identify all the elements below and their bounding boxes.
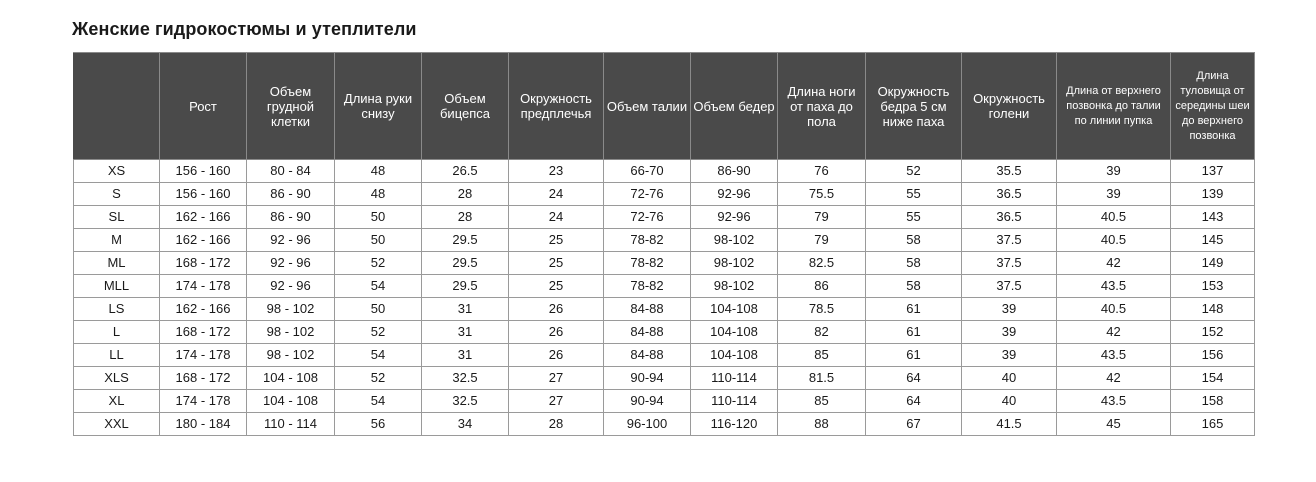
cell-chest: 104 - 108 <box>247 390 335 413</box>
cell-height: 162 - 166 <box>160 229 247 252</box>
cell-torso-length: 152 <box>1171 321 1255 344</box>
cell-torso-length: 149 <box>1171 252 1255 275</box>
cell-thigh: 58 <box>866 229 962 252</box>
cell-hips: 110-114 <box>691 367 778 390</box>
cell-size: XLS <box>74 367 160 390</box>
cell-thigh: 58 <box>866 252 962 275</box>
cell-back-to-waist: 43.5 <box>1057 390 1171 413</box>
cell-thigh: 61 <box>866 298 962 321</box>
cell-leg-length: 85 <box>778 344 866 367</box>
cell-chest: 98 - 102 <box>247 298 335 321</box>
cell-leg-length: 81.5 <box>778 367 866 390</box>
cell-leg-length: 78.5 <box>778 298 866 321</box>
cell-thigh: 61 <box>866 321 962 344</box>
cell-waist: 90-94 <box>604 390 691 413</box>
cell-chest: 86 - 90 <box>247 183 335 206</box>
cell-chest: 98 - 102 <box>247 321 335 344</box>
cell-arm-length: 50 <box>335 229 422 252</box>
size-chart-table <box>73 52 1255 436</box>
cell-chest: 110 - 114 <box>247 413 335 436</box>
cell-back-to-waist: 40.5 <box>1057 206 1171 229</box>
cell-torso-length: 154 <box>1171 367 1255 390</box>
cell-thigh: 55 <box>866 183 962 206</box>
cell-thigh: 61 <box>866 344 962 367</box>
cell-chest: 86 - 90 <box>247 206 335 229</box>
cell-leg-length: 76 <box>778 160 866 183</box>
table-row <box>74 298 1255 321</box>
cell-back-to-waist: 43.5 <box>1057 344 1171 367</box>
cell-thigh: 52 <box>866 160 962 183</box>
cell-calf: 35.5 <box>962 160 1057 183</box>
header-size <box>74 53 160 160</box>
header-thigh: Окружность бедра 5 см ниже паха <box>866 53 962 160</box>
cell-calf: 41.5 <box>962 413 1057 436</box>
cell-thigh: 64 <box>866 390 962 413</box>
cell-forearm: 27 <box>509 367 604 390</box>
cell-size: XXL <box>74 413 160 436</box>
cell-back-to-waist: 40.5 <box>1057 298 1171 321</box>
cell-forearm: 25 <box>509 229 604 252</box>
cell-arm-length: 48 <box>335 160 422 183</box>
cell-arm-length: 54 <box>335 390 422 413</box>
cell-chest: 92 - 96 <box>247 275 335 298</box>
cell-waist: 84-88 <box>604 298 691 321</box>
cell-biceps: 31 <box>422 344 509 367</box>
cell-size: S <box>74 183 160 206</box>
cell-leg-length: 85 <box>778 390 866 413</box>
cell-forearm: 26 <box>509 298 604 321</box>
cell-waist: 96-100 <box>604 413 691 436</box>
cell-biceps: 29.5 <box>422 252 509 275</box>
cell-thigh: 55 <box>866 206 962 229</box>
cell-biceps: 32.5 <box>422 367 509 390</box>
cell-thigh: 67 <box>866 413 962 436</box>
cell-back-to-waist: 42 <box>1057 252 1171 275</box>
cell-calf: 36.5 <box>962 206 1057 229</box>
cell-torso-length: 158 <box>1171 390 1255 413</box>
cell-height: 168 - 172 <box>160 321 247 344</box>
cell-biceps: 26.5 <box>422 160 509 183</box>
cell-biceps: 31 <box>422 298 509 321</box>
table-row <box>74 390 1255 413</box>
cell-leg-length: 79 <box>778 206 866 229</box>
header-forearm: Окружность предплечья <box>509 53 604 160</box>
cell-forearm: 27 <box>509 390 604 413</box>
cell-hips: 98-102 <box>691 229 778 252</box>
cell-hips: 86-90 <box>691 160 778 183</box>
cell-size: XS <box>74 160 160 183</box>
cell-height: 168 - 172 <box>160 367 247 390</box>
cell-hips: 98-102 <box>691 275 778 298</box>
cell-arm-length: 54 <box>335 275 422 298</box>
cell-biceps: 29.5 <box>422 275 509 298</box>
cell-forearm: 25 <box>509 275 604 298</box>
table-header-row <box>74 53 1255 160</box>
cell-torso-length: 165 <box>1171 413 1255 436</box>
cell-biceps: 29.5 <box>422 229 509 252</box>
cell-height: 162 - 166 <box>160 206 247 229</box>
cell-height: 174 - 178 <box>160 344 247 367</box>
cell-back-to-waist: 42 <box>1057 321 1171 344</box>
cell-height: 156 - 160 <box>160 183 247 206</box>
cell-hips: 92-96 <box>691 206 778 229</box>
table-row <box>74 183 1255 206</box>
cell-forearm: 26 <box>509 321 604 344</box>
cell-height: 156 - 160 <box>160 160 247 183</box>
cell-calf: 37.5 <box>962 252 1057 275</box>
cell-forearm: 23 <box>509 160 604 183</box>
cell-height: 168 - 172 <box>160 252 247 275</box>
cell-thigh: 58 <box>866 275 962 298</box>
cell-hips: 110-114 <box>691 390 778 413</box>
header-torso-length: Длина туловища от середины шеи до верхнего позвонка <box>1171 53 1255 160</box>
cell-calf: 39 <box>962 298 1057 321</box>
cell-size: ML <box>74 252 160 275</box>
cell-chest: 98 - 102 <box>247 344 335 367</box>
cell-forearm: 26 <box>509 344 604 367</box>
table-row <box>74 344 1255 367</box>
cell-calf: 39 <box>962 321 1057 344</box>
cell-waist: 72-76 <box>604 183 691 206</box>
cell-torso-length: 156 <box>1171 344 1255 367</box>
cell-hips: 92-96 <box>691 183 778 206</box>
cell-torso-length: 145 <box>1171 229 1255 252</box>
cell-hips: 116-120 <box>691 413 778 436</box>
page-title: Женские гидрокостюмы и утеплители <box>72 19 417 39</box>
cell-waist: 84-88 <box>604 344 691 367</box>
cell-arm-length: 54 <box>335 344 422 367</box>
cell-waist: 78-82 <box>604 229 691 252</box>
cell-torso-length: 143 <box>1171 206 1255 229</box>
header-chest: Объем грудной клетки <box>247 53 335 160</box>
cell-back-to-waist: 42 <box>1057 367 1171 390</box>
header-height: Рост <box>160 53 247 160</box>
cell-torso-length: 137 <box>1171 160 1255 183</box>
cell-back-to-waist: 45 <box>1057 413 1171 436</box>
cell-back-to-waist: 39 <box>1057 183 1171 206</box>
header-arm-length: Длина руки снизу <box>335 53 422 160</box>
cell-height: 162 - 166 <box>160 298 247 321</box>
cell-leg-length: 75.5 <box>778 183 866 206</box>
cell-arm-length: 50 <box>335 206 422 229</box>
cell-forearm: 25 <box>509 252 604 275</box>
header-hips: Объем бедер <box>691 53 778 160</box>
header-back-to-waist: Длина от верхнего позвонка до талии по линии пупка <box>1057 53 1171 160</box>
cell-chest: 92 - 96 <box>247 252 335 275</box>
cell-size: SL <box>74 206 160 229</box>
cell-leg-length: 86 <box>778 275 866 298</box>
cell-calf: 36.5 <box>962 183 1057 206</box>
cell-waist: 66-70 <box>604 160 691 183</box>
header-waist: Объем талии <box>604 53 691 160</box>
cell-leg-length: 82.5 <box>778 252 866 275</box>
cell-torso-length: 153 <box>1171 275 1255 298</box>
cell-size: L <box>74 321 160 344</box>
table-row <box>74 252 1255 275</box>
header-calf: Окружность голени <box>962 53 1057 160</box>
header-biceps: Объем бицепса <box>422 53 509 160</box>
cell-hips: 98-102 <box>691 252 778 275</box>
cell-size: LL <box>74 344 160 367</box>
cell-height: 180 - 184 <box>160 413 247 436</box>
cell-arm-length: 52 <box>335 252 422 275</box>
cell-waist: 78-82 <box>604 275 691 298</box>
cell-leg-length: 88 <box>778 413 866 436</box>
table-body <box>74 160 1255 436</box>
table-row <box>74 206 1255 229</box>
cell-biceps: 32.5 <box>422 390 509 413</box>
cell-forearm: 28 <box>509 413 604 436</box>
cell-height: 174 - 178 <box>160 390 247 413</box>
cell-biceps: 28 <box>422 206 509 229</box>
cell-leg-length: 79 <box>778 229 866 252</box>
table-row <box>74 229 1255 252</box>
cell-chest: 80 - 84 <box>247 160 335 183</box>
cell-size: XL <box>74 390 160 413</box>
cell-forearm: 24 <box>509 206 604 229</box>
cell-thigh: 64 <box>866 367 962 390</box>
cell-arm-length: 48 <box>335 183 422 206</box>
cell-calf: 40 <box>962 367 1057 390</box>
cell-calf: 39 <box>962 344 1057 367</box>
table-row <box>74 321 1255 344</box>
cell-waist: 72-76 <box>604 206 691 229</box>
table-row <box>74 275 1255 298</box>
table-row <box>74 413 1255 436</box>
cell-torso-length: 148 <box>1171 298 1255 321</box>
cell-size: LS <box>74 298 160 321</box>
cell-back-to-waist: 40.5 <box>1057 229 1171 252</box>
cell-hips: 104-108 <box>691 298 778 321</box>
cell-height: 174 - 178 <box>160 275 247 298</box>
cell-arm-length: 52 <box>335 367 422 390</box>
cell-arm-length: 56 <box>335 413 422 436</box>
cell-calf: 37.5 <box>962 275 1057 298</box>
cell-waist: 84-88 <box>604 321 691 344</box>
cell-calf: 40 <box>962 390 1057 413</box>
table-row <box>74 367 1255 390</box>
cell-size: M <box>74 229 160 252</box>
cell-leg-length: 82 <box>778 321 866 344</box>
cell-arm-length: 52 <box>335 321 422 344</box>
cell-chest: 104 - 108 <box>247 367 335 390</box>
cell-biceps: 28 <box>422 183 509 206</box>
cell-biceps: 34 <box>422 413 509 436</box>
cell-hips: 104-108 <box>691 344 778 367</box>
cell-waist: 90-94 <box>604 367 691 390</box>
cell-arm-length: 50 <box>335 298 422 321</box>
cell-chest: 92 - 96 <box>247 229 335 252</box>
table-row <box>74 160 1255 183</box>
cell-biceps: 31 <box>422 321 509 344</box>
cell-hips: 104-108 <box>691 321 778 344</box>
cell-back-to-waist: 43.5 <box>1057 275 1171 298</box>
cell-back-to-waist: 39 <box>1057 160 1171 183</box>
cell-size: MLL <box>74 275 160 298</box>
cell-torso-length: 139 <box>1171 183 1255 206</box>
header-leg-length: Длина ноги от паха до пола <box>778 53 866 160</box>
cell-waist: 78-82 <box>604 252 691 275</box>
cell-calf: 37.5 <box>962 229 1057 252</box>
cell-forearm: 24 <box>509 183 604 206</box>
